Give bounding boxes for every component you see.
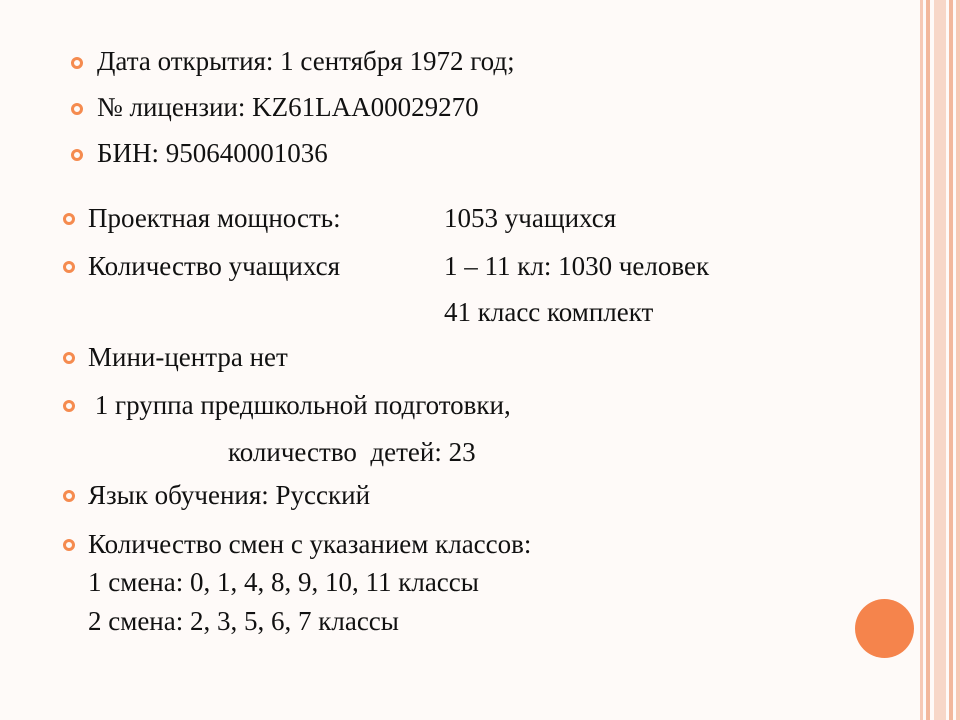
- preschool-group: 1 группа предшкольной подготовки,: [88, 390, 511, 420]
- shift-1: 1 смена: 0, 1, 4, 8, 9, 10, 11 классы: [88, 567, 479, 597]
- preschool-children: количество детей: 23: [228, 437, 476, 467]
- bullet-ring-icon: [63, 213, 75, 225]
- students-value: 1 – 11 кл: 1030 человек: [444, 251, 710, 281]
- bullet-ring-icon: [63, 261, 75, 273]
- shifts-title: Количество смен с указанием классов:: [88, 529, 532, 559]
- license-number: № лицензии: KZ61LAA00029270: [97, 92, 479, 122]
- teaching-language: Язык обучения: Русский: [88, 480, 371, 510]
- opening-date: Дата открытия: 1 сентября 1972 год;: [97, 46, 515, 76]
- capacity-label: Проектная мощность:: [88, 203, 341, 233]
- bullet-ring-icon: [71, 103, 83, 115]
- bullet-ring-icon: [63, 490, 75, 502]
- bullet-ring-icon: [71, 149, 83, 161]
- decorative-circle: [855, 599, 914, 658]
- capacity-value: 1053 учащихся: [444, 203, 617, 233]
- class-sets: 41 класс комплект: [444, 297, 654, 327]
- bullet-ring-icon: [63, 352, 75, 364]
- bullet-ring-icon: [71, 57, 83, 69]
- bullet-ring-icon: [63, 539, 75, 551]
- students-label: Количество учащихся: [88, 251, 340, 281]
- bin-number: БИН: 950640001036: [97, 138, 328, 168]
- shift-2: 2 смена: 2, 3, 5, 6, 7 классы: [88, 606, 399, 636]
- bullet-ring-icon: [63, 400, 75, 412]
- decorative-stripes: [920, 0, 960, 720]
- mini-centers: Мини-центра нет: [88, 342, 288, 372]
